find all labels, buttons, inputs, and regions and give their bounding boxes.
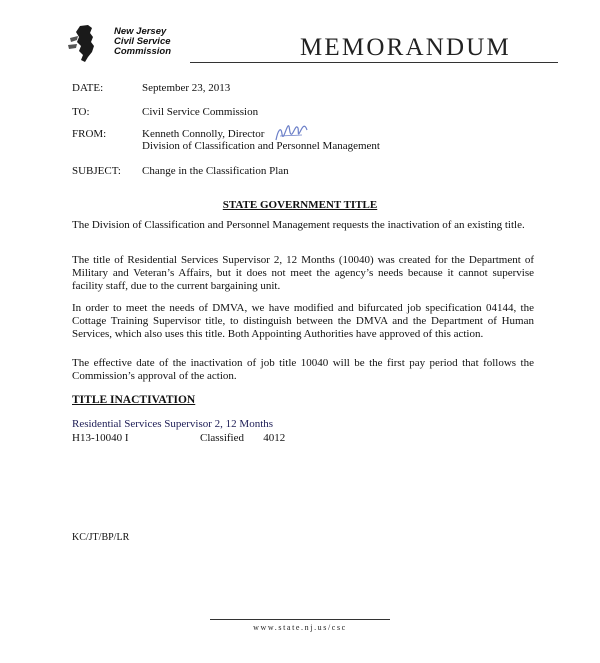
- title-class-number: [200, 432, 285, 444]
- logo-line-3: Commission: [114, 46, 172, 57]
- paragraph-4: The effective date of the inactivation of job title 10040 will be the first pay period that follows the Commission’s approval of the action.: [72, 357, 534, 382]
- to-value: Civil Service Commission: [142, 106, 259, 118]
- logo-text: [114, 27, 171, 57]
- initials: KC/JT/BP/LR: [72, 532, 130, 543]
- from-label: FROM:: [72, 128, 107, 140]
- from-value: [142, 128, 380, 152]
- footer-rule: [210, 619, 390, 620]
- from-division: Division of Classification and Personnel Management: [142, 140, 380, 152]
- footer-url[interactable]: www.state.nj.us/csc: [253, 623, 347, 632]
- title-code-line: [72, 432, 286, 444]
- paragraph-2: The title of Residential Services Supervisor 2, 12 Months (10040) was created for the Department of Military and Veteran’s Affairs, but it does not meet the agency’s needs because it cannot supervise facility staff, due to the current bargaining unit.: [72, 254, 534, 292]
- paragraph-1: The Division of Classification and Personnel Management requests the inactivation of an existing title.: [72, 219, 525, 231]
- title-name: Residential Services Supervisor 2, 12 Months: [72, 418, 274, 430]
- handwritten-signature: [272, 120, 312, 146]
- nj-csc-logo: [66, 24, 186, 64]
- to-label: TO:: [72, 106, 90, 118]
- paragraph-3: In order to meet the needs of DMVA, we have modified and bifurcated job specification 04144, the Cottage Training Supervisor title, to distinguish between the DMVA and the Department of Human Services, which also uses this title. Both Appointing Authorities have approved of this action.: [72, 302, 534, 340]
- date-label: DATE:: [72, 82, 104, 94]
- memo-title: MEMORANDUM: [300, 34, 511, 61]
- logo-line-2: Civil Service: [114, 36, 171, 47]
- section-heading: STATE GOVERNMENT TITLE: [222, 199, 378, 211]
- inactivation-heading: TITLE INACTIVATION: [72, 394, 196, 406]
- logo-line-1: New Jersey: [114, 26, 167, 37]
- header-rule: [190, 62, 558, 63]
- title-class: Classified: [200, 432, 244, 444]
- date-value: September 23, 2013: [142, 82, 231, 94]
- subject-label: SUBJECT:: [72, 165, 121, 177]
- title-number: 4012: [263, 432, 286, 444]
- from-name: Kenneth Connolly, Director: [142, 128, 265, 140]
- title-code: H13-10040 I: [72, 432, 129, 444]
- subject-value: Change in the Classification Plan: [142, 165, 289, 177]
- nj-state-outline-icon: [66, 24, 112, 64]
